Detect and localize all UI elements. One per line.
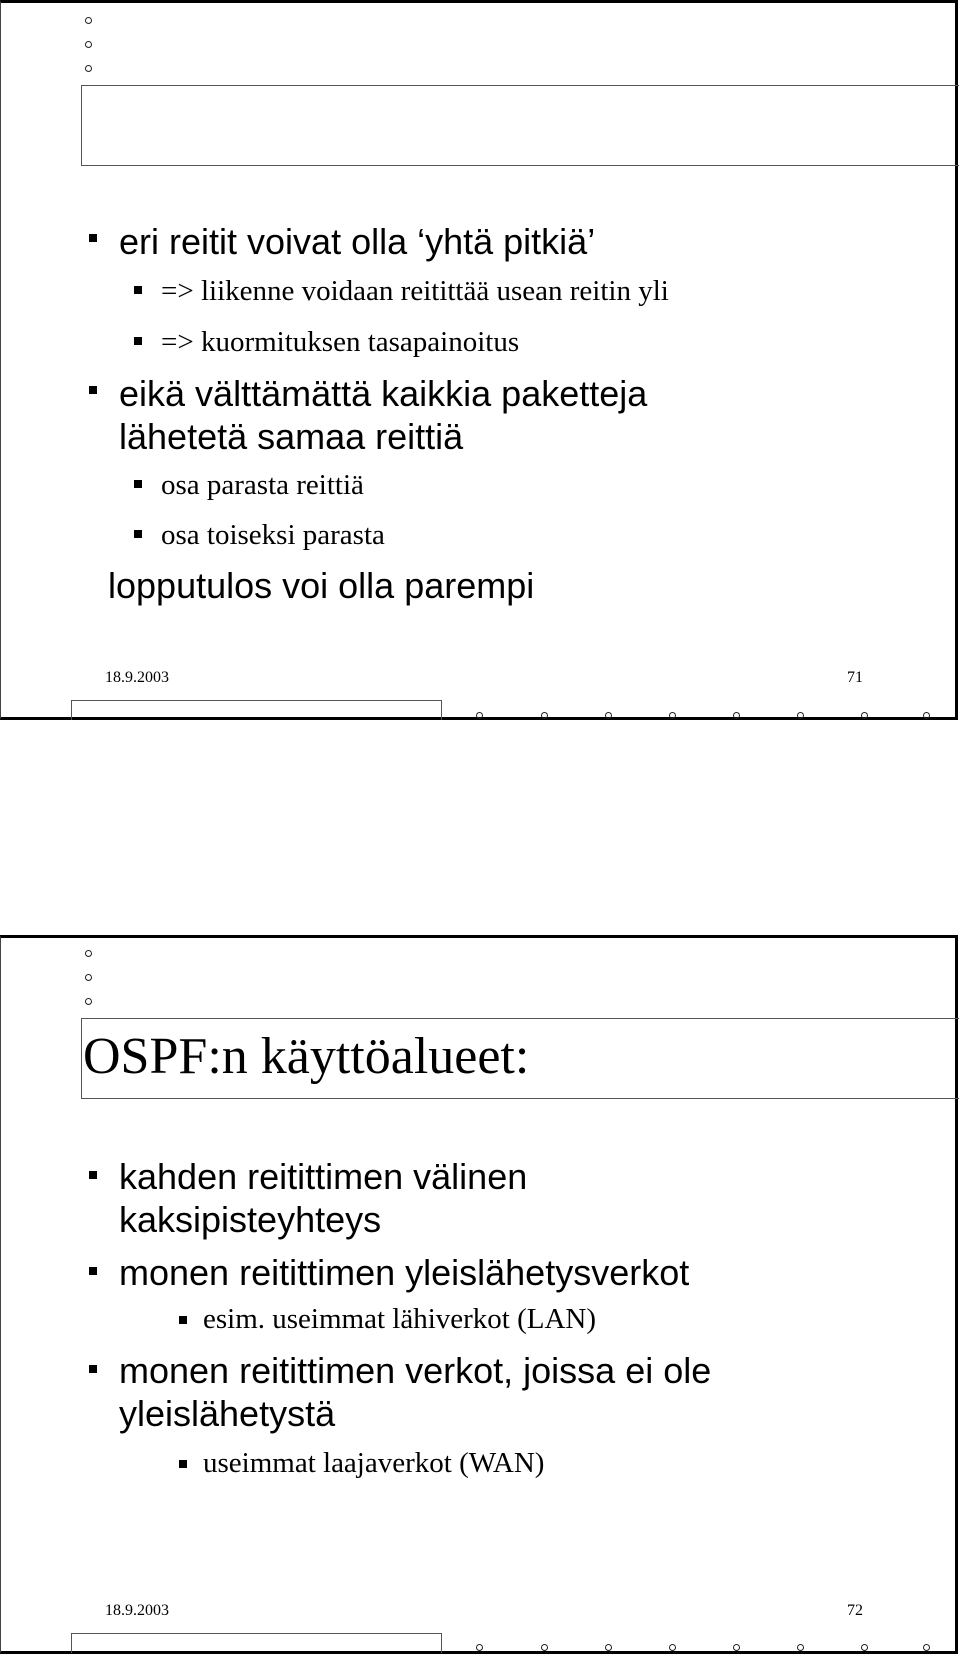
decor-circle-icon xyxy=(923,1644,930,1651)
square-bullet-icon xyxy=(89,1267,97,1275)
square-bullet-icon xyxy=(89,234,97,242)
decor-circle-icon xyxy=(733,1644,740,1651)
decor-circle-icon xyxy=(541,712,548,719)
decor-line xyxy=(81,85,82,165)
bullet-text: eikä välttämättä kaikkia paketteja xyxy=(119,373,648,414)
bullet-text: lähetetä samaa reittiä xyxy=(119,416,464,457)
square-bullet-icon xyxy=(179,1460,187,1468)
decor-circle-icon xyxy=(861,712,868,719)
conclusion-text: lopputulos voi olla parempi xyxy=(108,565,535,606)
decor-circle-icon xyxy=(605,712,612,719)
decor-line xyxy=(81,1098,959,1099)
decor-circle-icon xyxy=(85,974,92,981)
bullet-text: yleislähetystä xyxy=(119,1393,336,1434)
decor-line xyxy=(71,1633,72,1653)
bullet-text: kaksipisteyhteys xyxy=(119,1199,382,1240)
decor-circle-icon xyxy=(733,712,740,719)
decor-line xyxy=(71,700,441,701)
decor-line xyxy=(71,700,72,720)
decor-line xyxy=(81,165,959,166)
slide-date: 18.9.2003 xyxy=(105,1602,169,1619)
decor-circle-icon xyxy=(861,1644,868,1651)
square-bullet-icon xyxy=(179,1316,187,1324)
decor-circle-icon xyxy=(797,1644,804,1651)
bullet-text: monen reitittimen verkot, joissa ei ole xyxy=(119,1350,712,1391)
decor-circle-icon xyxy=(541,1644,548,1651)
sub-bullet-text: esim. useimmat lähiverkot (LAN) xyxy=(203,1303,597,1335)
decor-circle-icon xyxy=(85,998,92,1005)
square-bullet-icon xyxy=(134,480,142,488)
decor-circle-icon xyxy=(85,41,92,48)
bullet-text: kahden reitittimen välinen xyxy=(119,1156,528,1197)
decor-line xyxy=(81,1018,82,1098)
square-bullet-icon xyxy=(89,1365,97,1373)
sub-bullet-text: osa parasta reittiä xyxy=(161,469,364,501)
slide-number: 72 xyxy=(847,1602,863,1619)
decor-line xyxy=(441,1633,442,1653)
bullet-text: eri reitit voivat olla ‘yhtä pitkiä’ xyxy=(119,221,596,262)
decor-line xyxy=(81,1018,959,1019)
decor-circle-icon xyxy=(476,712,483,719)
decor-line xyxy=(441,700,442,720)
decor-circle-icon xyxy=(85,950,92,957)
decor-circle-icon xyxy=(85,17,92,24)
slide-72 xyxy=(0,935,958,1654)
decor-circle-icon xyxy=(605,1644,612,1651)
sub-bullet-text: => kuormituksen tasapainoitus xyxy=(161,326,520,358)
decor-circle-icon xyxy=(669,712,676,719)
decor-circle-icon xyxy=(669,1644,676,1651)
square-bullet-icon xyxy=(134,530,142,538)
slide-number: 71 xyxy=(847,669,863,686)
square-bullet-icon xyxy=(89,1171,97,1179)
sub-bullet-text: useimmat laajaverkot (WAN) xyxy=(203,1447,545,1479)
decor-circle-icon xyxy=(85,65,92,72)
decor-line xyxy=(81,85,959,86)
decor-circle-icon xyxy=(923,712,930,719)
slide-71 xyxy=(0,0,958,720)
slide-title: OSPF:n käyttöalueet: xyxy=(83,1028,530,1085)
decor-circle-icon xyxy=(476,1644,483,1651)
bullet-text: monen reitittimen yleislähetysverkot xyxy=(119,1252,690,1293)
square-bullet-icon xyxy=(134,337,142,345)
square-bullet-icon xyxy=(89,386,97,394)
slide-date: 18.9.2003 xyxy=(105,669,169,686)
decor-line xyxy=(71,1633,441,1634)
sub-bullet-text: => liikenne voidaan reitittää usean reitin yli xyxy=(161,275,669,307)
decor-circle-icon xyxy=(797,712,804,719)
sub-bullet-text: osa toiseksi parasta xyxy=(161,519,385,551)
square-bullet-icon xyxy=(134,286,142,294)
